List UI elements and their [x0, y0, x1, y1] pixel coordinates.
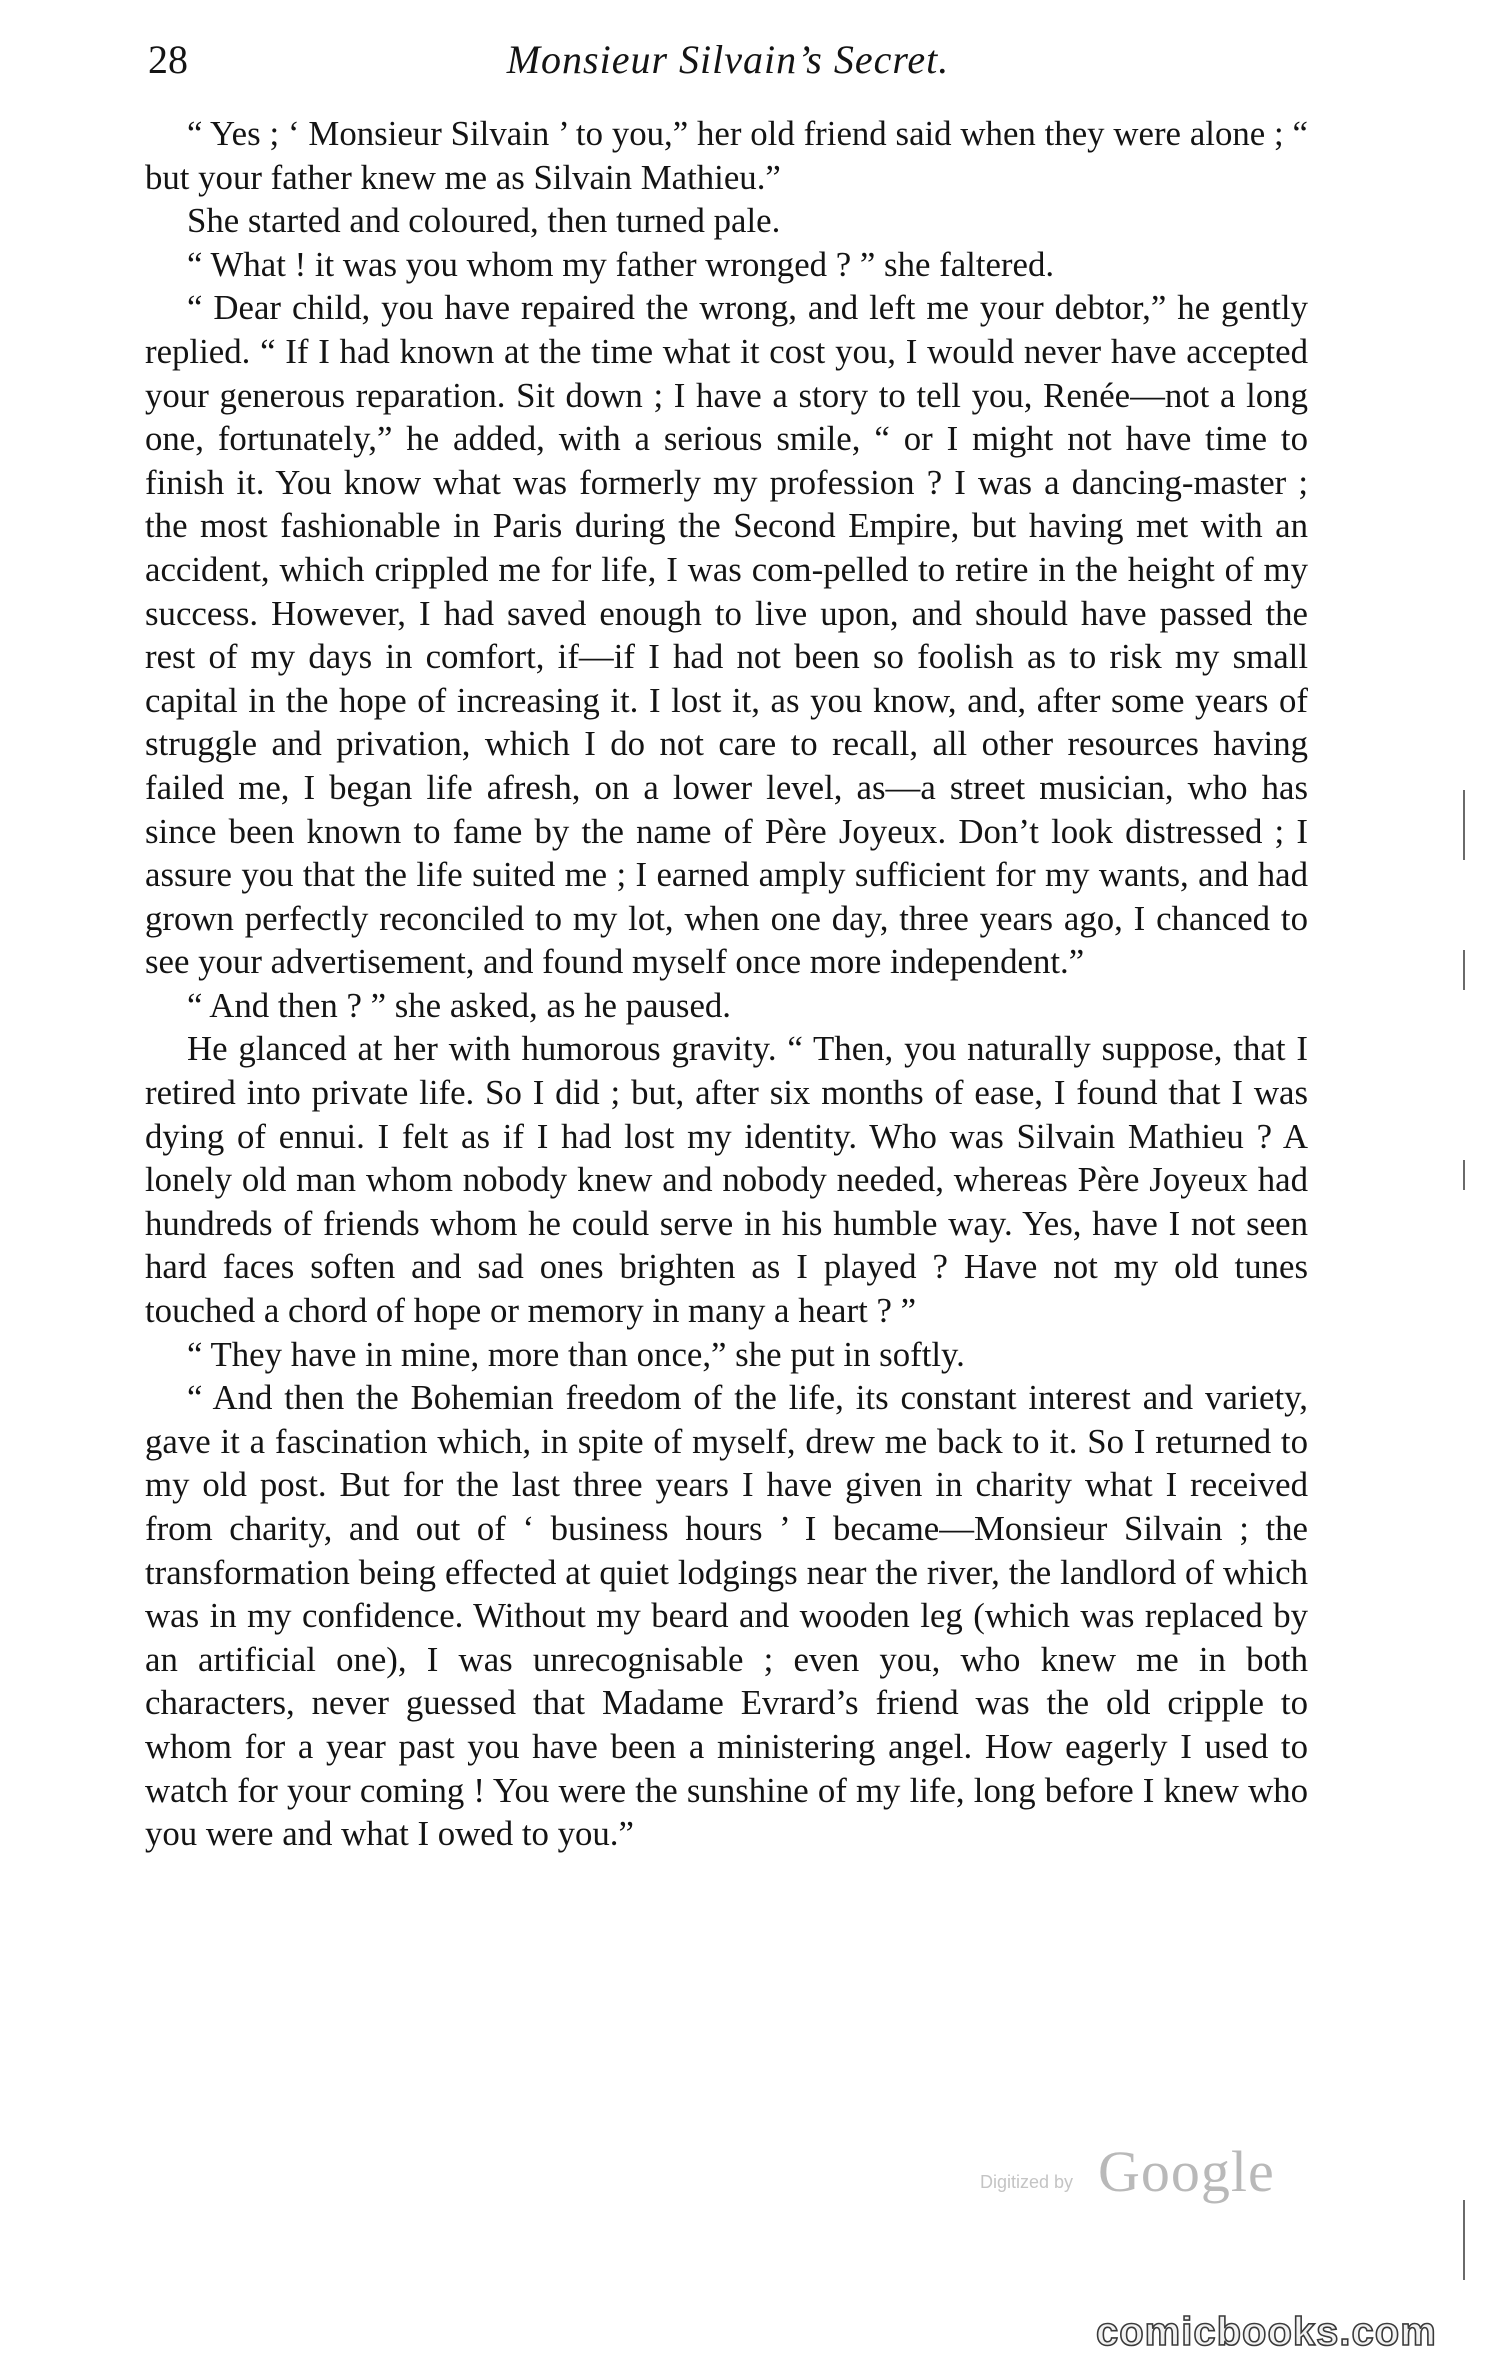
site-watermark [1096, 2304, 1466, 2364]
paragraph: “ And then ? ” she asked, as he paused. [187, 985, 732, 1025]
edge-mark [1463, 2200, 1465, 2280]
paragraph: He glanced at her with humorous gravity. “ Then, you naturally suppose, that I retired into private life. So I did ; but, after six months of ease, I found that I was dying of ennui. I felt as if I had lost my identity. Who was Silvain Mathieu ? A lonely old man whom nobody knew and nobody needed, whereas Père Joyeux had hundreds of friends whom he could serve in his humble way. Yes, have I not seen hard faces soften and sad ones brighten as I played ? Have not my old tunes touched a chord of hope or memory in many a heart ? ” [145, 1029, 1308, 1331]
page-number: 28 [148, 37, 188, 82]
edge-mark [1463, 1160, 1465, 1190]
digitized-by-label: Digitized by [980, 2172, 1074, 2192]
google-logo: Google [1098, 2139, 1275, 2204]
running-title: Monsieur Silvain’s Secret. [506, 37, 950, 82]
paragraph: She started and coloured, then turned pale. [187, 201, 781, 241]
edge-mark [1463, 790, 1465, 860]
paragraph: “ What ! it was you whom my father wronged ? ” she faltered. [187, 244, 1055, 284]
edge-mark [1463, 950, 1465, 990]
page-edge-marks [1455, 640, 1475, 2280]
body-text [145, 112, 1308, 1856]
paragraph: “ Dear child, you have repaired the wrong, and left me your debtor,” he gently replied. “ If I had known at the time what it cost you, I would never have accepted your generous reparation. Sit down ; I have a story to tell you, Renée—not a long one, fortunately,” he added, with a serious smile, “ or I might not have time to finish it. You know what was formerly my profession ? I was a dancing-master ; the most fashionable in Paris during the Second Empire, but having met with an accident, which crippled me for life, I was com-pelled to retire in the height of my success. However, I had saved enough to live upon, and should have passed the rest of my days in comfort, if—if I had not been so foolish as to risk my small capital in the hope of increasing it. I lost it, as you know, and, after some years of struggle and privation, which I do not care to recall, all other resources having failed me, I began life afresh, on a lower level, as—a street musician, who has since been known to fame by the name of Père Joyeux. Don’t look distressed ; I assure you that the life suited me ; I earned amply sufficient for my wants, and had grown perfectly reconciled to my lot, when one day, three years ago, I chanced to see your advertisement, and found myself once more independent.” [145, 288, 1308, 982]
paragraph: “ They have in mine, more than once,” she put in softly. [187, 1334, 965, 1374]
watermark-text: comicbooks.com [1096, 2310, 1437, 2354]
digitized-by-google-mark [980, 2138, 1300, 2218]
paragraph: “ And then the Bohemian freedom of the life, its constant interest and variety, gave it a fascination which, in spite of myself, drew me back to it. So I returned to my old post. But for the last three years I have given in charity what I received from charity, and out of ‘ business hours ’ I became—Monsieur Silvain ; the transformation being effected at quiet lodgings near the river, the landlord of which was in my confidence. Without my beard and wooden leg (which was replaced by an artificial one), I was unrecognisable ; even you, who knew me in both characters, never guessed that Madame Evrard’s friend was the old cripple to whom for a year past you have been a ministering angel. How eagerly I used to watch for your coming ! You were the sunshine of my life, long before I knew who you were and what I owed to you.” [145, 1378, 1308, 1854]
running-head [148, 30, 1308, 90]
paragraph: “ Yes ; ‘ Monsieur Silvain ’ to you,” her old friend said when they were alone ; “ but your father knew me as Silvain Mathieu.” [145, 114, 1308, 197]
